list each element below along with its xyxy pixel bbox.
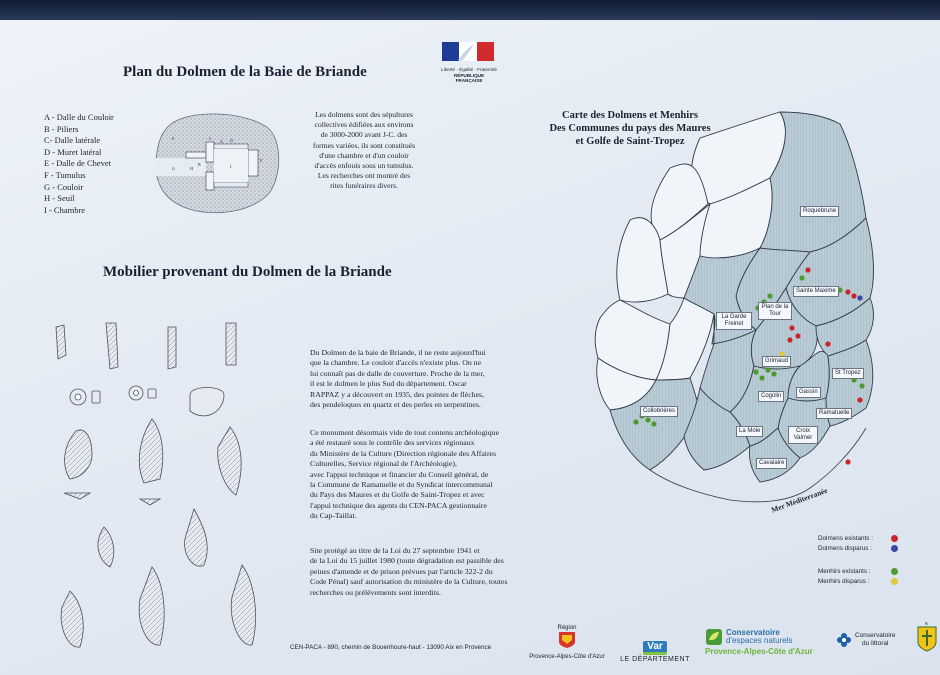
legend-item: H - Seuil [44, 193, 75, 204]
corridor-gap [154, 158, 206, 176]
letter-d: D [230, 138, 233, 143]
description-line: d'une chambre et d'un couloir [319, 150, 409, 160]
paragraph-line: de la Loi du 15 juillet 1980 (toute dégradation est passible des [310, 556, 504, 566]
label-plan-de-la-tour [758, 302, 792, 320]
la-garde-freinet-text: La Garde Freinet [721, 314, 747, 327]
label-gassin: Gassin [796, 387, 821, 398]
label-grimaud: Grimaud [762, 356, 791, 367]
letter-f: F [172, 136, 175, 141]
mobilier-paragraph-3 [310, 546, 530, 598]
legend-menhirs-disparus: Menhirs disparus : [818, 578, 870, 585]
littoral-name: Conservatoire [855, 632, 896, 639]
plan-legend [44, 112, 114, 216]
red-dot-icon [891, 535, 898, 542]
label-roquebrune: Roquebrune [800, 206, 839, 217]
republic-motto: Liberté · Égalité · Fraternité [441, 67, 497, 72]
muret-d2 [214, 182, 248, 187]
letter-e: E [260, 158, 263, 163]
artefacts-drawing [40, 315, 280, 660]
legend-item: A - Dalle du Couloir [44, 112, 114, 122]
paragraph-line: peines d'amende et de prison prévues par l'article 322-2 du [310, 566, 493, 576]
description-line: collectives édifiées aux environs [314, 120, 414, 130]
label-sainte-maxime: Sainte Maxime [793, 286, 839, 297]
paragraph-line: du Ministère de la Culture (Direction régionale des Affaires [310, 448, 497, 458]
plan-title: Plan du Dolmen de la Baie de Briande [123, 64, 367, 80]
sea-label: Mer Méditerranée [770, 485, 829, 515]
region-label: Région [557, 625, 577, 631]
legend-menhirs-existants: Menhirs existants : [818, 568, 871, 575]
label-ramatuelle: Ramatuelle [816, 408, 852, 419]
cen-paca-logo [705, 628, 825, 656]
cen-leaf-icon [705, 628, 723, 646]
footer-address: CEN-PACA - 890, chemin de Bouenhoure-haut - 13090 Aix en Provence [290, 644, 492, 651]
green-dot-icon [891, 568, 898, 575]
departement-logo [618, 636, 692, 663]
plan-description [300, 110, 428, 192]
legend-item: E - Dalle de Chevet [44, 158, 112, 169]
region-name: Provence-Alpes-Côte d'Azur [529, 654, 605, 660]
paragraph-line: Culturelles, Service régional de l'Archéologie), [310, 459, 457, 469]
plan-de-la-tour-text: Plan de la Tour [761, 304, 789, 317]
letter-i: I [230, 164, 232, 169]
legend-item: F - Tumulus [44, 169, 86, 180]
paragraph-line: recherches ou prélèvements sont interdits. [310, 587, 441, 597]
littoral-name-2: du littoral [862, 640, 889, 647]
letter-c: C [209, 136, 212, 141]
description-line: d'accès enfouis sous un tumulus. [314, 161, 414, 171]
paragraph-line: a été restauré sous le contrôle des services régionaux [310, 438, 475, 448]
letter-h: H [190, 166, 193, 171]
dolmen-plan-diagram [150, 110, 282, 218]
label-st-tropez: St Tropez [832, 368, 864, 379]
ramatuelle-shield-icon [917, 626, 937, 652]
map-title-line: et Golfe de Saint-Tropez [575, 136, 685, 147]
croix-valmer-text: Croix Valmer [793, 428, 813, 441]
paragraph-line: Ce monument désormais vide de tout contenu archéologique [310, 428, 500, 437]
label-la-mole: La Mole [736, 426, 763, 437]
description-line: de 3000-2000 avant J-C. des [320, 130, 408, 140]
description-line: rites funéraires divers. [330, 181, 398, 191]
republic-name: RÉPUBLIQUE FRANÇAISE [453, 72, 485, 83]
legend-item: I - Chambre [44, 204, 86, 215]
region-shield-icon [557, 631, 577, 649]
paragraph-line: lui connaît pas de dalle de couverture. Proche de la mer, [310, 368, 485, 378]
label-cavalaire: Cavalaire [756, 458, 787, 469]
paragraph-line: il est le dolmen le plus Sud du département. Oscar [310, 379, 467, 389]
cen-region: Provence-Alpes-Côte d'Azur [705, 647, 813, 656]
mobilier-paragraph-1 [310, 348, 522, 410]
label-cogolin: Cogolin [758, 391, 784, 402]
label-croix-valmer [788, 426, 818, 444]
legend-item: C- Dalle latérale [44, 135, 101, 146]
map-title-line: Des Communes du pays des Maures [549, 123, 711, 134]
region-logo [526, 625, 608, 660]
paragraph-line: que la chambre. Le couloir d'accès n'existe plus. On ne [310, 358, 482, 368]
panel-top-edge [0, 0, 940, 20]
republique-francaise-logo [440, 42, 498, 83]
paragraph-line: Site protégé au titre de la Loi du 27 septembre 1941 et [310, 546, 480, 555]
tricolor-flag-icon [440, 42, 496, 62]
blade-artefacts [56, 323, 236, 369]
paragraph-line: Du Dolmen de la baie de Briande, il ne reste aujourd'hui [310, 348, 486, 357]
slab-c2 [206, 172, 214, 190]
legend-item: D - Muret latéral [44, 146, 102, 157]
paragraph-line: l'appui technique des agents du CEN-PACA gestionnaire [310, 500, 487, 510]
mobilier-title: Mobilier provenant du Dolmen de la Briande [103, 264, 392, 280]
legend-item: G - Couloir [44, 181, 84, 192]
bead-artefacts [70, 386, 224, 416]
legend-dolmens-disparus: Dolmens disparus : [818, 545, 872, 552]
departement-label: LE DÉPARTEMENT [620, 656, 690, 663]
legend-item: B - Piliers [44, 123, 79, 134]
ramatuelle-crest [914, 622, 940, 662]
paragraph-line: avec l'appui technique et financier du Conseil général, de [310, 469, 489, 479]
letter-b: B [198, 162, 201, 167]
blue-dot-icon [891, 545, 898, 552]
description-line: formes variées, ils sont constitués [312, 140, 416, 150]
label-la-garde-freinet [716, 312, 752, 330]
map-legend [818, 535, 898, 585]
mobilier-paragraph-2 [310, 428, 522, 522]
label-collobrieres: Collobrières [640, 406, 678, 417]
slab-e [248, 150, 258, 176]
paragraph-line: des pendeloques en quartz et des perles en serpentines. [310, 400, 481, 410]
paragraph-line: la Commune de Ramatuelle et du Syndicat intercommunal [310, 480, 493, 490]
muret-d [214, 144, 248, 149]
littoral-logo [836, 632, 908, 648]
littoral-flower-icon [836, 632, 852, 648]
legend-dolmens-existants: Dolmens existants : [818, 535, 873, 542]
paragraph-line: Code Pénal) sauf autorisation du ministère de la Culture, toutes [310, 577, 508, 587]
paragraph-line: du Cap-Taillat. [310, 511, 357, 521]
description-line: Les dolmens sont des sépultures [315, 110, 413, 119]
letter-g: G [172, 166, 175, 171]
cen-name: Conservatoire [726, 628, 780, 637]
yellow-dot-icon [891, 578, 898, 585]
paragraph-line: du Pays des Maures et du Golfe de Saint-Tropez et avec [310, 490, 485, 500]
map-title-line: Carte des Dolmens et Menhirs [562, 110, 698, 121]
arrowhead-artefacts [61, 419, 256, 647]
description-line: Les recherches ont montré des [317, 171, 411, 181]
var-badge [643, 641, 667, 655]
letter-a: A [220, 139, 223, 144]
paragraph-line: RAPPAZ y a découvert en 1935, des pointes de flèches, [310, 389, 485, 399]
cen-name-2: d'espaces naturels [726, 636, 793, 645]
slab-c [206, 142, 214, 162]
slab-a [186, 152, 206, 158]
var-label: Var [647, 641, 663, 652]
